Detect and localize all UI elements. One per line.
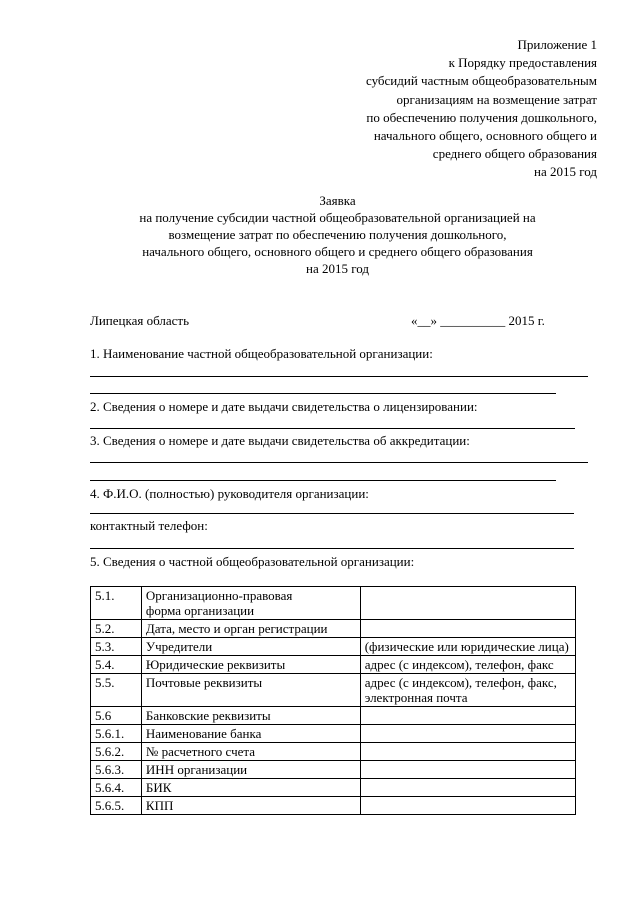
row-label: Почтовые реквизиты	[141, 674, 360, 707]
table-row	[91, 656, 576, 674]
row-note	[360, 620, 575, 638]
fill-line	[90, 462, 588, 463]
row-note	[360, 797, 575, 815]
section-4-label: 4. Ф.И.О. (полностью) руководителя организации:	[90, 486, 369, 501]
row-note	[360, 707, 575, 725]
section-2-label: 2. Сведения о номере и дате выдачи свидетельства о лицензировании:	[90, 399, 478, 414]
region-label: Липецкая область	[90, 313, 190, 328]
date-field: «__» __________ 2015 г.	[411, 313, 545, 328]
appendix-line: начального общего, основного общего и	[373, 128, 597, 144]
table-row	[91, 725, 576, 743]
table-row	[91, 761, 576, 779]
title-line: на 2015 год	[306, 261, 369, 276]
row-label: Наименование банка	[141, 725, 360, 743]
appendix-line: по обеспечению получения дошкольного,	[366, 109, 597, 125]
appendix-line: Приложение 1	[517, 37, 597, 52]
row-label: ИНН организации	[141, 761, 360, 779]
fill-line	[90, 548, 574, 549]
section-1-label: 1. Наименование частной общеобразовательной организации:	[90, 346, 433, 361]
table-row	[91, 674, 576, 707]
row-label: БИК	[141, 779, 360, 797]
row-label: Дата, место и орган регистрации	[141, 620, 360, 638]
table-row	[91, 779, 576, 797]
organization-info-table	[90, 586, 576, 815]
fill-line	[90, 513, 574, 514]
table-row	[91, 587, 576, 620]
table-row	[91, 707, 576, 725]
row-number: 5.1.	[91, 587, 142, 620]
row-number: 5.6.4.	[91, 779, 142, 797]
row-label: КПП	[141, 797, 360, 815]
fill-line	[90, 480, 556, 481]
row-note	[360, 761, 575, 779]
table-row	[91, 743, 576, 761]
row-note: адрес (с индексом), телефон, факс, электронная почта	[360, 674, 575, 707]
phone-label: контактный телефон:	[90, 518, 208, 533]
row-note	[360, 779, 575, 797]
appendix-line: к Порядку предоставления	[448, 55, 597, 71]
row-label: Банковские реквизиты	[141, 707, 360, 725]
row-note	[360, 587, 575, 620]
section-5-label: 5. Сведения о частной общеобразовательной организации:	[90, 554, 415, 569]
title-line: Заявка	[319, 193, 356, 208]
table-row	[91, 797, 576, 815]
row-number: 5.6.2.	[91, 743, 142, 761]
appendix-line: на 2015 год	[534, 164, 597, 180]
row-note	[360, 743, 575, 761]
row-number: 5.3.	[91, 638, 142, 656]
row-note: (физические или юридические лица)	[360, 638, 575, 656]
fill-line	[90, 428, 575, 429]
appendix-line: субсидий частным общеобразовательным	[366, 73, 597, 89]
application-title	[90, 192, 585, 277]
section-3-label: 3. Сведения о номере и дате выдачи свидетельства об аккредитации:	[90, 433, 470, 448]
row-number: 5.6.5.	[91, 797, 142, 815]
appendix-header	[366, 36, 597, 182]
appendix-line: организациям на возмещение затрат	[396, 91, 597, 107]
row-label: № расчетного счета	[141, 743, 360, 761]
row-note: адрес (с индексом), телефон, факс	[360, 656, 575, 674]
row-label: Юридические реквизиты	[141, 656, 360, 674]
title-line: возмещение затрат по обеспечению получения дошкольного,	[168, 227, 507, 242]
fill-line	[90, 376, 588, 377]
row-number: 5.6.1.	[91, 725, 142, 743]
title-line: на получение субсидии частной общеобразовательной организацией на	[139, 210, 536, 225]
row-number: 5.2.	[91, 620, 142, 638]
fill-line	[90, 393, 556, 394]
row-number: 5.5.	[91, 674, 142, 707]
row-number: 5.6.3.	[91, 761, 142, 779]
row-number: 5.4.	[91, 656, 142, 674]
title-line: начального общего, основного общего и среднего общего образования	[142, 244, 533, 259]
row-number: 5.6	[91, 707, 142, 725]
table-row	[91, 638, 576, 656]
appendix-line: среднего общего образования	[432, 146, 597, 162]
row-label: Организационно-правовая форма организации	[141, 587, 360, 620]
row-label: Учредители	[141, 638, 360, 656]
table-row	[91, 620, 576, 638]
row-note	[360, 725, 575, 743]
